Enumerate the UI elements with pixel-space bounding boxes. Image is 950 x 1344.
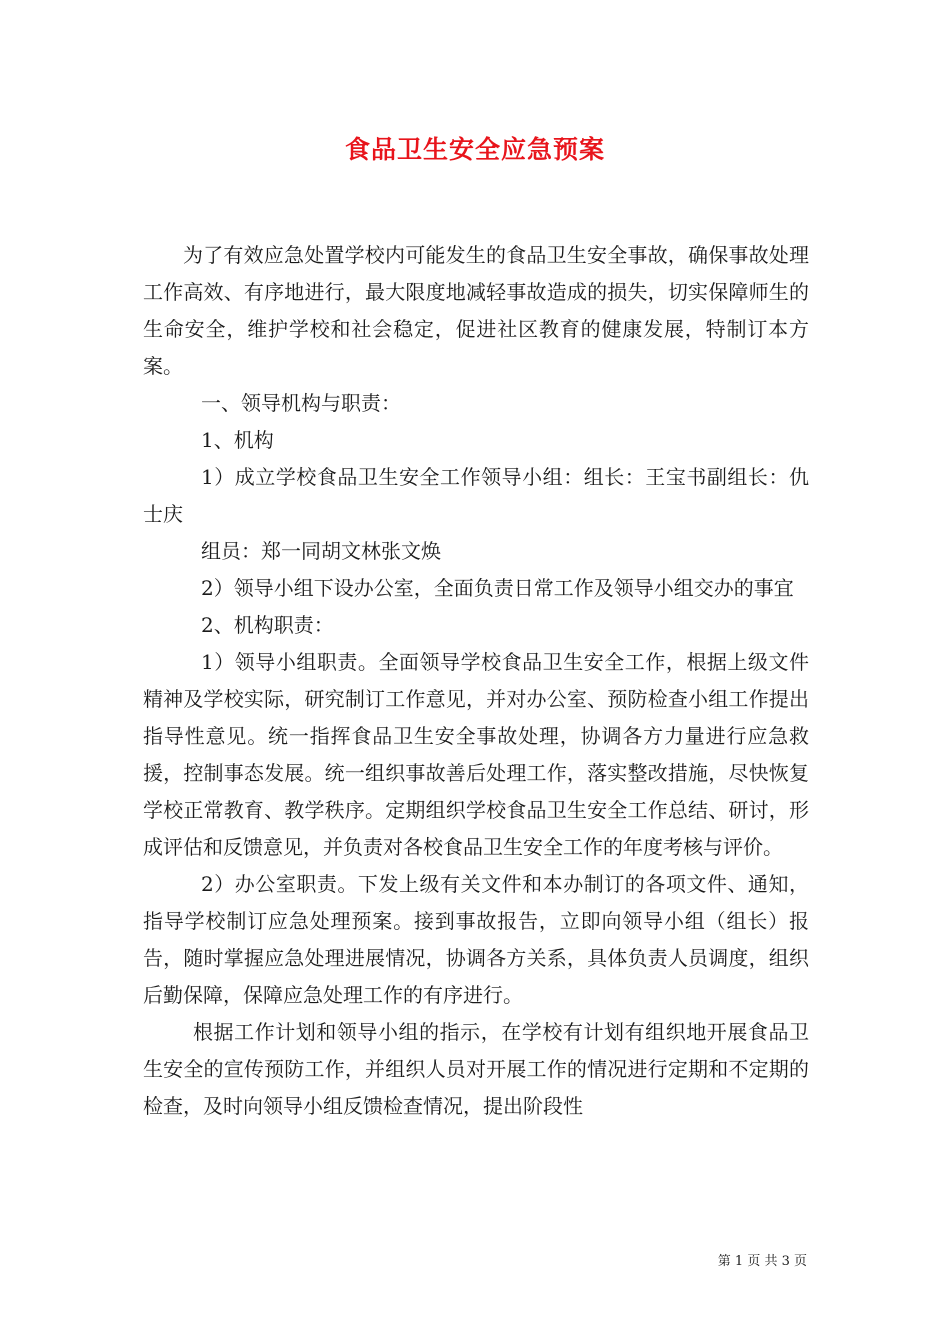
section-heading-leadership: 一、领导机构与职责： — [201, 391, 401, 415]
page-number: 第 1 页 共 3 页 — [717, 1254, 807, 1269]
intro-paragraph: 为了有效应急处置学校内可能发生的食品卫生安全事故，确保事故处理工作高效、有序地进行，最大限度地减轻事故造成的损失，切实保障师生的生命安全，维护学校和社会稳定，促进社区教育的健康发展，特制订本方案。 — [143, 243, 809, 378]
paragraph-group-duties: 1）领导小组职责。全面领导学校食品卫生安全工作，根据上级文件精神及学校实际，研究制订工作意见，并对办公室、预防检查小组工作提出指导性意见。统一指挥食品卫生安全事故处理，协调各方力量进行应急救援，控制事态发展。统一组织事故善后处理工作，落实整改措施，尽快恢复学校正常教育、教学秩序。定期组织学校食品卫生安全工作总结、研讨，形成评估和反馈意见，并负责对各校食品卫生安全工作的年度考核与评价。 — [143, 650, 809, 859]
paragraph-members: 组员：郑一同胡文林张文焕 — [201, 539, 441, 563]
document-body — [143, 237, 809, 1125]
paragraph-office: 2）领导小组下设办公室，全面负责日常工作及领导小组交办的事宜 — [201, 576, 794, 600]
paragraph-office-duties: 2）办公室职责。下发上级有关文件和本办制订的各项文件、通知，指导学校制订应急处理预案。接到事故报告，立即向领导小组（组长）报告，随时掌握应急处理进展情况，协调各方关系，具体负责人员调度，组织后勤保障，保障应急处理工作的有序进行。 — [143, 872, 809, 1007]
paragraph-prevention: 根据工作计划和领导小组的指示，在学校有计划有组织地开展食品卫生安全的宣传预防工作，并组织人员对开展工作的情况进行定期和不定期的检查，及时向领导小组反馈检查情况，提出阶段性 — [143, 1020, 809, 1118]
paragraph-leading-group: 1）成立学校食品卫生安全工作领导小组：组长：王宝书副组长：仇士庆 — [143, 465, 809, 526]
subheading-duties: 2、机构职责： — [201, 613, 334, 637]
subheading-organization: 1、机构 — [201, 428, 274, 452]
document-title: 食品卫生安全应急预案 — [344, 135, 605, 164]
